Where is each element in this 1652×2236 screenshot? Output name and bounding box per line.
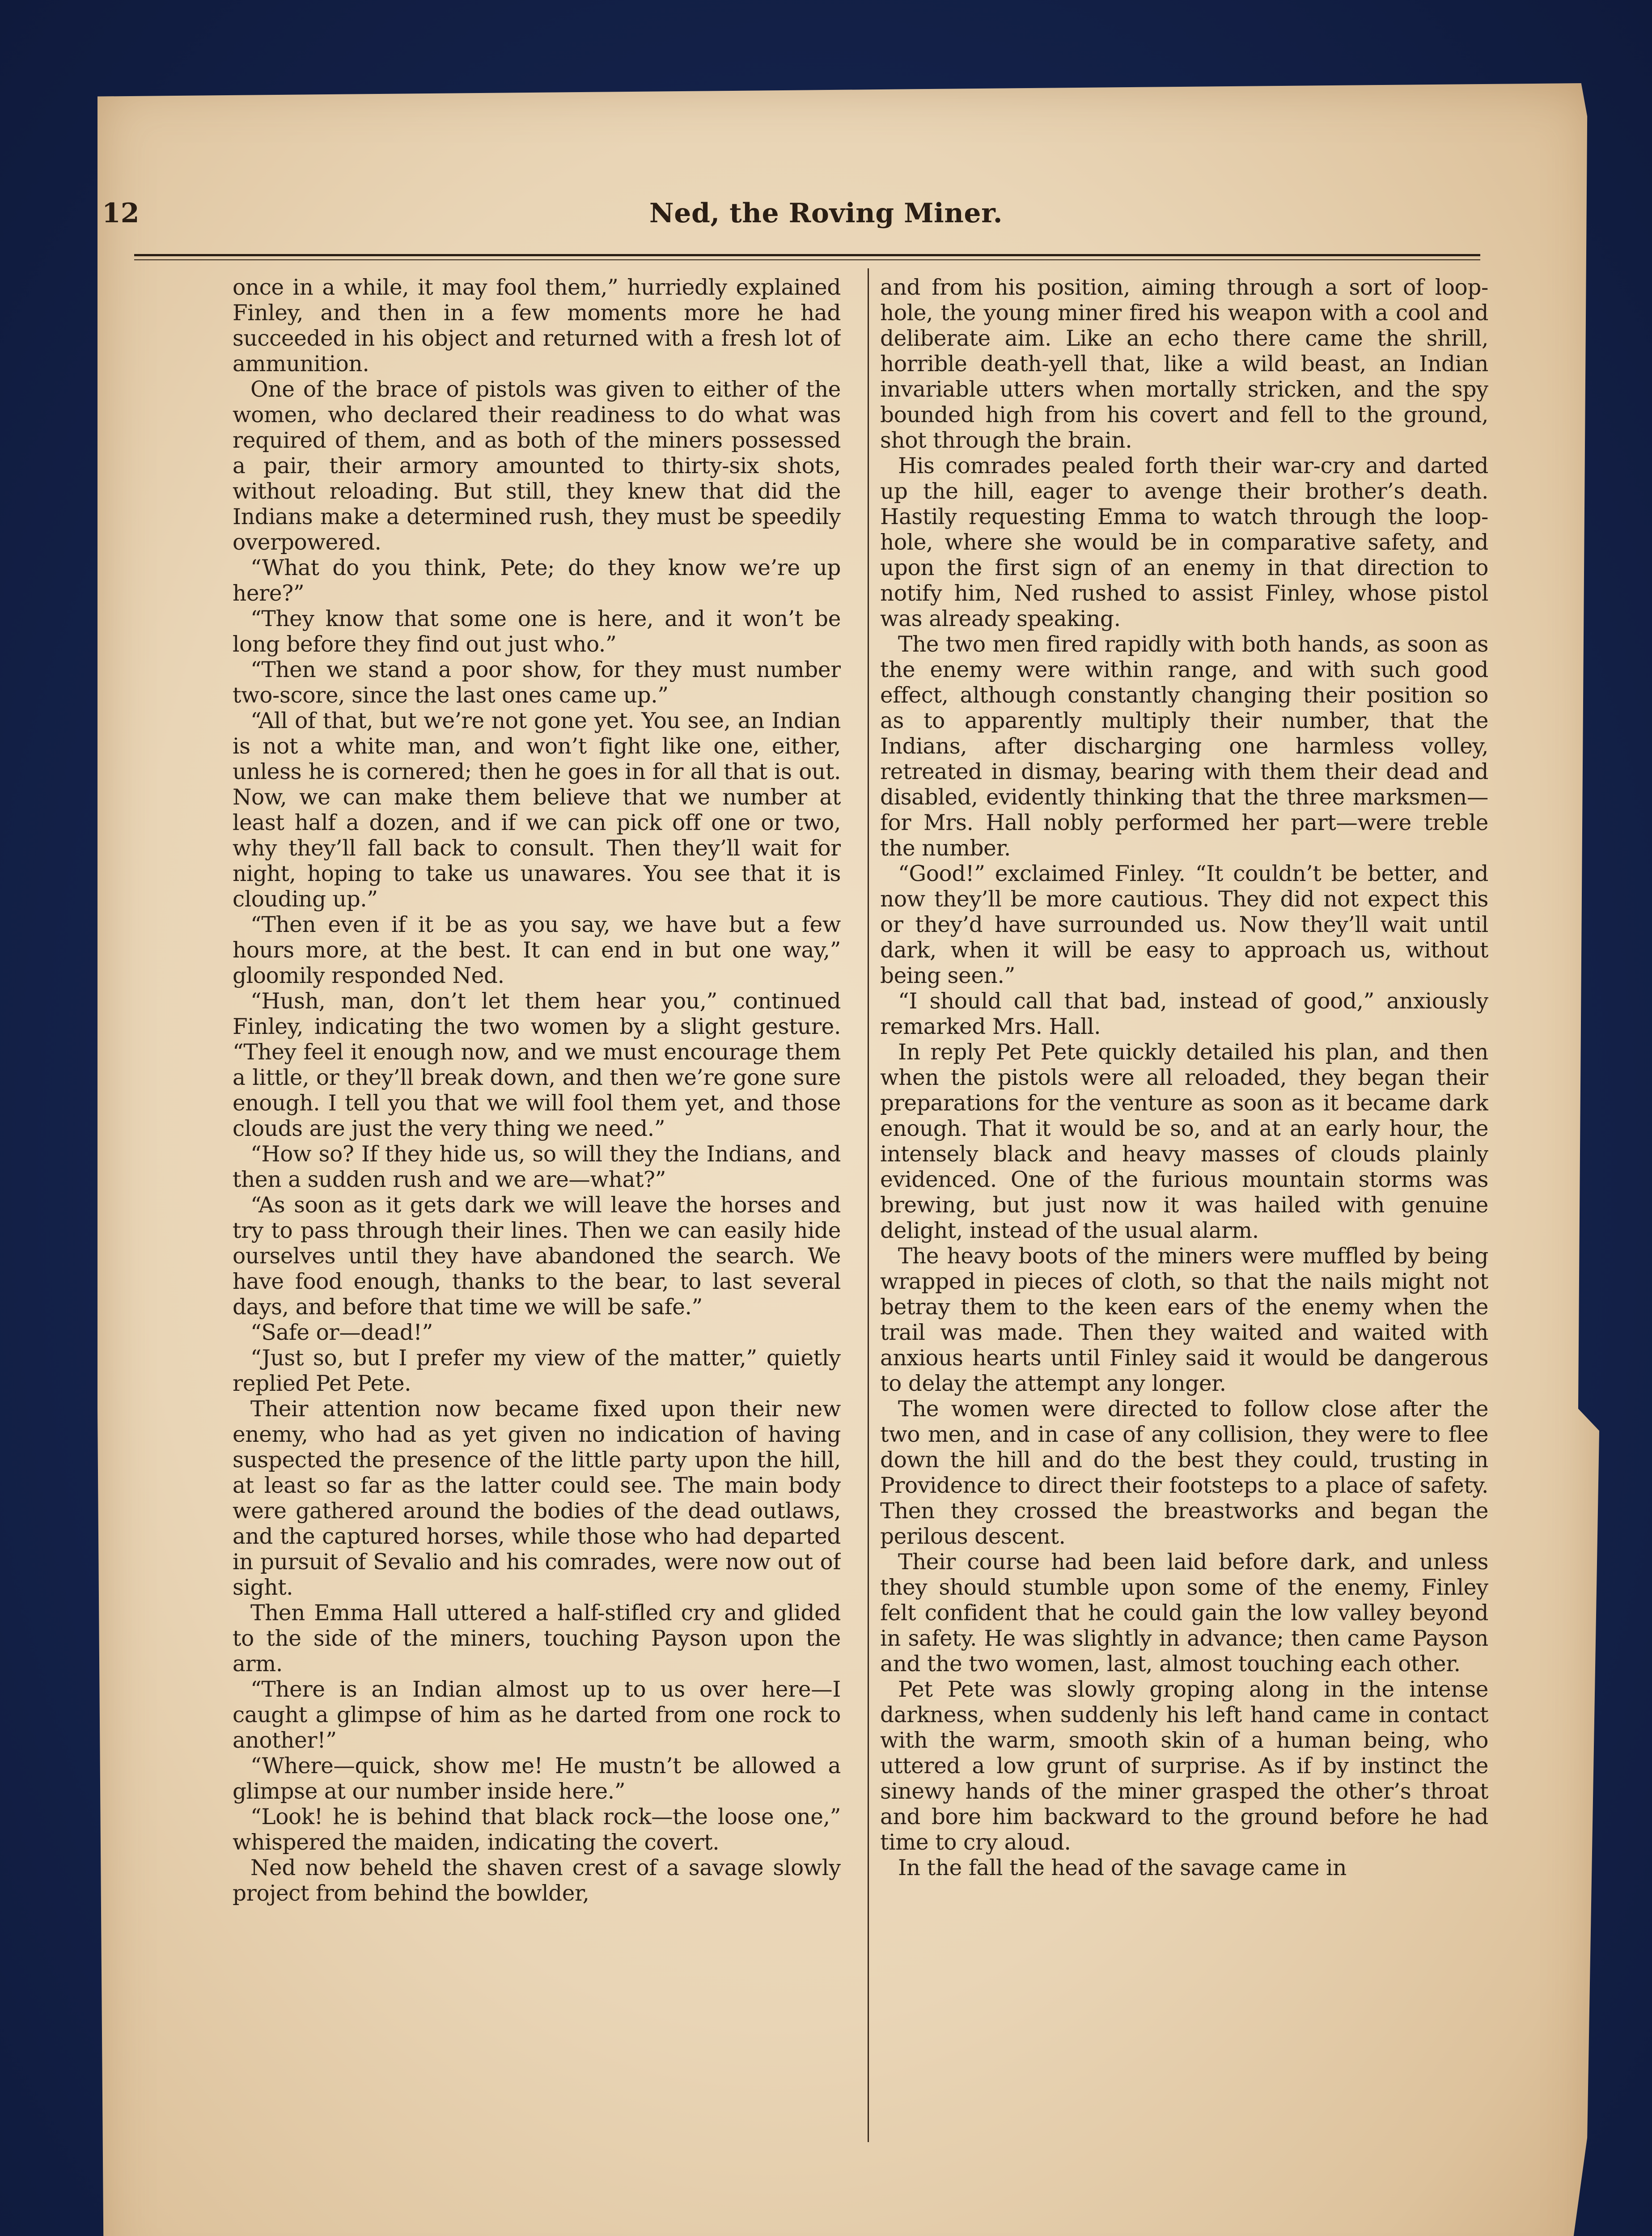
paragraph: “Hush, man, don’t let them hear you,” continued Finley, indicating the two women by a slight gesture. “They feel it enough now, and we must encourage them a little, or they’ll break down, and then we’re gone sure enough. I tell you that we will fool them yet, and those clouds are just the very thing we need.” — [233, 989, 841, 1141]
paragraph: and from his position, aiming through a sort of loop-hole, the young miner fired his weapon with a cool and deliberate aim. Like an echo there came the shrill, horrible death-yell that, like a wild beast, an Indian invariable utters when mortally stricken, and the spy bounded high from his covert and fell to the ground, shot through the brain. — [880, 275, 1488, 453]
paragraph: In the fall the head of the savage came in — [898, 1855, 1347, 1880]
paragraph: One of the brace of pistols was given to either of the women, who declared their readiness to do what was required of them, and as both of the miners possessed a pair, their armory amounted to thirty-six shots, without reloading. But still, they knew that did the Indians make a determined rush, they must be speedily overpowered. — [233, 377, 841, 555]
paragraph: “I should call that bad, instead of good,” anxiously remarked Mrs. Hall. — [880, 989, 1488, 1039]
paragraph: “Where—quick, show me! He mustn’t be allowed a glimpse at our number inside here.” — [233, 1753, 841, 1804]
paragraph: The women were directed to follow close after the two men, and in case of any collision, they were to flee down the hill and do the best they could, trusting in Providence to direct their footsteps to a place of safety. Then they crossed the breastworks and began the perilous descent. — [880, 1397, 1488, 1549]
paragraph: “Safe or—dead!” — [250, 1320, 433, 1345]
page-number: 12 — [102, 198, 140, 229]
paragraph: “As soon as it gets dark we will leave the horses and try to pass through their lines. Then we can easily hide ourselves until they have abandoned the search. We have food enough, thanks to the bear, to last several days, and before that time we will be safe.” — [233, 1193, 841, 1320]
paragraph: The two men fired rapidly with both hands, as soon as the enemy were within range, and with such good effect, although constantly changing their position so as to apparently multiply their number, that the Indians, after discharging one harmless volley, retreated in dismay, bearing with them their dead and disabled, evidently thinking that the three marksmen—for Mrs. Hall nobly performed her part—were treble the number. — [880, 632, 1488, 861]
paragraph: “Then even if it be as you say, we have but a few hours more, at the best. It can end in but one way,” gloomily responded Ned. — [233, 912, 841, 988]
paragraph: “All of that, but we’re not gone yet. You see, an Indian is not a white man, and won’t fight like one, either, unless he is cornered; then he goes in for all that is out. Now, we can make them believe that we number at least half a dozen, and if we can pick off one or two, why they’ll fall back to consult. Then they’ll wait for night, hoping to take us unawares. You see that it is clouding up.” — [233, 708, 841, 912]
paragraph: Pet Pete was slowly groping along in the intense darkness, when suddenly his left hand came in contact with the warm, smooth skin of a human being, who uttered a low grunt of surprise. As if by instinct the sinewy hands of the miner grasped the other’s throat and bore him backward to the ground before he had time to cry aloud. — [880, 1677, 1488, 1855]
paragraph: Then Emma Hall uttered a half-stifled cry and glided to the side of the miners, touching Payson upon the arm. — [233, 1601, 841, 1677]
left-column — [233, 275, 841, 2144]
paragraph: “How so? If they hide us, so will they the Indians, and then a sudden rush and we are—what?” — [233, 1142, 841, 1192]
paragraph: Ned now beheld the shaven crest of a savage slowly project from behind the bowlder, — [233, 1855, 841, 1906]
right-column — [880, 275, 1488, 2144]
paragraph: “Look! he is behind that black rock—the loose one,” whispered the maiden, indicating the covert. — [233, 1804, 841, 1855]
paragraph: “Just so, but I prefer my view of the matter,” quietly replied Pet Pete. — [233, 1346, 841, 1396]
paragraph: “They know that some one is here, and it won’t be long before they find out just who.” — [233, 606, 841, 657]
paragraph: “There is an Indian almost up to us over here—I caught a glimpse of him as he darted from one rock to another!” — [233, 1677, 841, 1753]
paragraph: “Then we stand a poor show, for they must number two-score, since the last ones came up.” — [233, 657, 841, 708]
header-rule-thin — [134, 259, 1480, 260]
running-title: Ned, the Roving Miner. — [649, 198, 1003, 229]
paragraph: Their course had been laid before dark, and unless they should stumble upon some of the enemy, Finley felt confident that he could gain the low valley beyond in safety. He was slightly in advance; then came Payson and the two women, last, almost touching each other. — [880, 1550, 1488, 1677]
paragraph: The heavy boots of the miners were muffled by being wrapped in pieces of cloth, so that the nails might not betray them to the keen ears of the enemy when the trail was made. Then they waited and waited with anxious hearts until Finley said it would be dangerous to delay the attempt any longer. — [880, 1244, 1488, 1396]
paragraph: His comrades pealed forth their war-cry and darted up the hill, eager to avenge their brother’s death. Hastily requesting Emma to watch through the loop-hole, where she would be in comparative safety, and upon the first sign of an enemy in that direction to notify him, Ned rushed to assist Finley, whose pistol was already speaking. — [880, 453, 1488, 631]
paragraph: Their attention now became fixed upon their new enemy, who had as yet given no indication of having suspected the presence of the little party upon the hill, at least so far as the latter could see. The main body were gathered around the bodies of the dead outlaws, and the captured horses, while those who had departed in pursuit of Sevalio and his comrades, were now out of sight. — [233, 1397, 841, 1600]
paragraph: once in a while, it may fool them,” hurriedly explained Finley, and then in a few moments more he had succeeded in his object and returned with a fresh lot of ammunition. — [233, 275, 841, 377]
paragraph: “What do you think, Pete; do they know we’re up here?” — [233, 555, 841, 606]
column-divider — [868, 268, 869, 2142]
header-rule — [134, 254, 1480, 256]
paragraph: “Good!” exclaimed Finley. “It couldn’t be better, and now they’ll be more cautious. They did not expect this or they’d have surrounded us. Now they’ll wait until dark, when it will be easy to approach us, without being seen.” — [880, 861, 1488, 988]
paragraph: In reply Pet Pete quickly detailed his plan, and then when the pistols were all reloaded, they began their preparations for the venture as soon as it became dark enough. That it would be so, and at an early hour, the intensely black and heavy masses of clouds plainly evidenced. One of the furious mountain storms was brewing, but just now it was hailed with genuine delight, instead of the usual alarm. — [880, 1040, 1488, 1243]
